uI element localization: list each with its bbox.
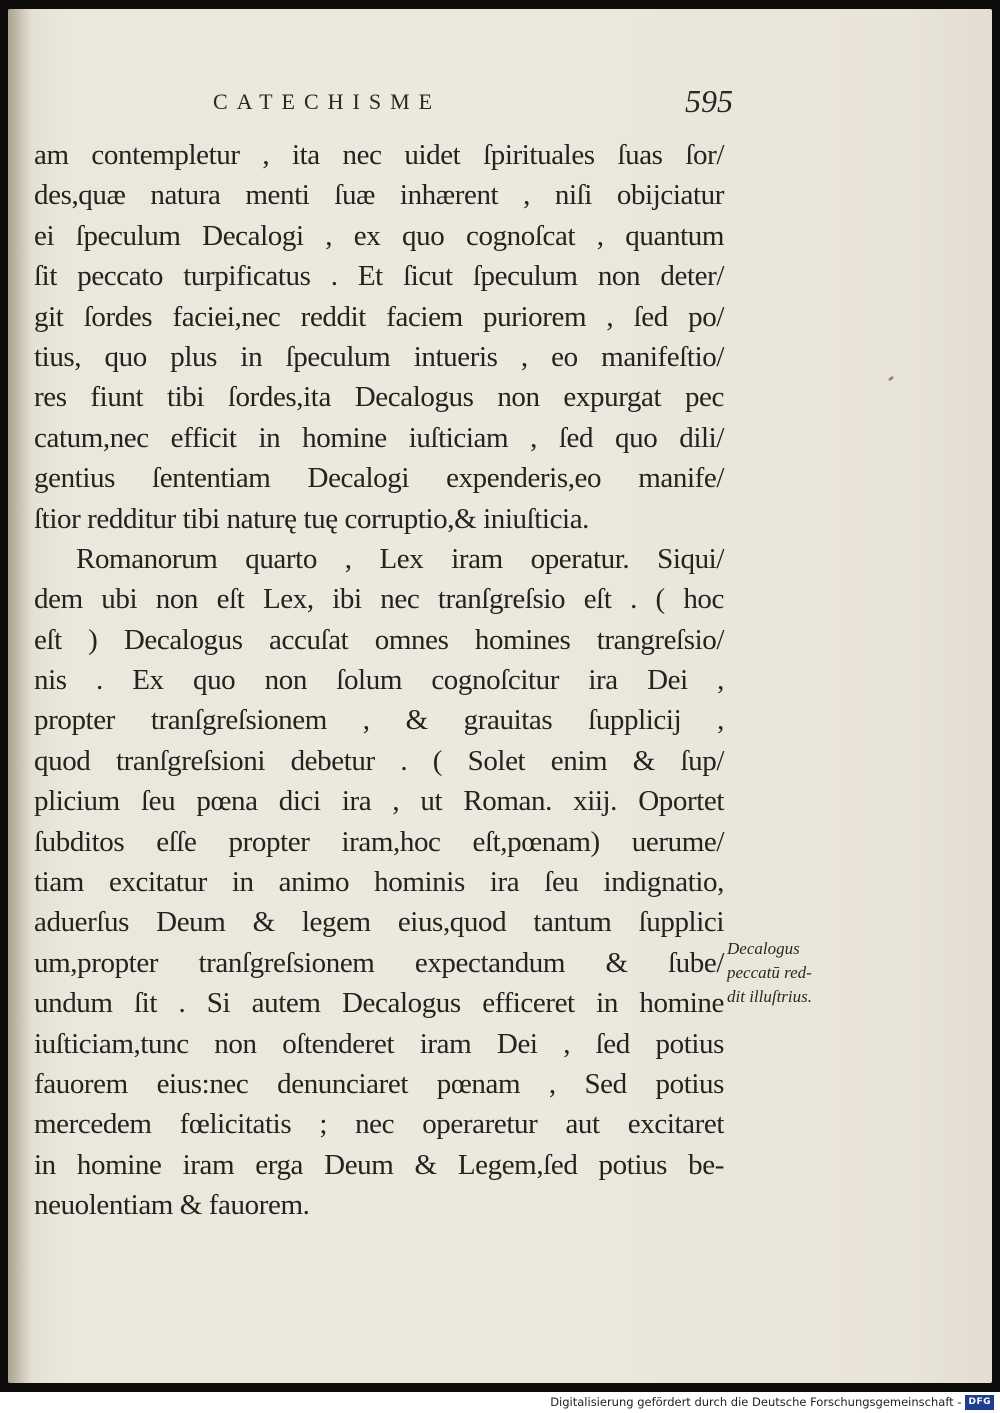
- text-line: fauorem eius:nec denunciaret pœnam , Sed potius: [34, 1067, 724, 1100]
- book-page: [8, 9, 992, 1383]
- text-line: quod tranſgreſsioni debetur . ( Solet enim & ſup/: [34, 744, 724, 777]
- text-line: nis . Ex quo non ſolum cognoſcitur ira Dei ,: [34, 664, 724, 697]
- footer-credit: Digitalisierung gefördert durch die Deutsche Forschungsgemeinschaft -: [550, 1395, 962, 1409]
- text-line: am contempletur , ita nec uidet ſpirituales ſuas ſor/: [34, 139, 724, 171]
- text-line: res fiunt tibi ſordes,ita Decalogus non expurgat pec: [34, 381, 724, 414]
- text-line: des,quæ natura menti ſuæ inhærent , niſi obijciatur: [34, 179, 724, 212]
- page-number: 595: [685, 83, 733, 119]
- text-line: plicium ſeu pœna dici ira , ut Roman. xiij. Oportet: [34, 785, 724, 818]
- text-line: git ſordes faciei,nec reddit faciem puriorem , ſed po/: [34, 300, 724, 333]
- page-header: [213, 83, 733, 129]
- marginal-note: [727, 937, 857, 1009]
- text-line: in homine iram erga Deum & Legem,ſed potius be-: [34, 1148, 724, 1181]
- marginal-note-line: peccatū red-: [727, 963, 812, 982]
- text-line: tiam excitatur in animo hominis ira ſeu indignatio,: [34, 866, 724, 899]
- body-text: [34, 135, 724, 1226]
- paper-speck: [888, 376, 895, 382]
- text-line: ſit peccato turpificatus . Et ſicut ſpeculum non deter/: [34, 260, 724, 293]
- running-title: CATECHISME: [213, 89, 442, 114]
- marginal-note-line: dit illuſtrius.: [727, 987, 813, 1006]
- text-line: undum ſit . Si autem Decalogus efficeret in homine: [34, 987, 724, 1020]
- text-line: dem ubi non eſt Lex, ibi nec tranſgreſsio eſt . ( hoc: [34, 583, 724, 616]
- text-line: ei ſpeculum Decalogi , ex quo cognoſcat , quantum: [34, 219, 724, 252]
- text-line: ſubditos eſſe propter iram,hoc eſt,pœnam) uerume/: [34, 825, 724, 858]
- gutter-shadow: [8, 9, 32, 1383]
- text-line: catum,nec efficit in homine iuſticiam , ſed quo dili/: [34, 421, 724, 454]
- text-line: propter tranſgreſsionem , & grauitas ſupplicij ,: [34, 704, 724, 737]
- text-line: um,propter tranſgreſsionem expectandum & ſube/: [34, 946, 724, 979]
- text-line: iuſticiam,tunc non oſtenderet iram Dei , ſed potius: [34, 1027, 724, 1060]
- text-line: ſtior redditur tibi naturę tuę corruptio,& iniuſticia.: [34, 502, 590, 535]
- marginal-note-line: Decalogus: [727, 939, 800, 958]
- text-line: aduerſus Deum & legem eius,quod tantum ſupplici: [34, 906, 724, 939]
- text-line: neuolentiam & fauorem.: [34, 1189, 310, 1222]
- digitization-footer: [550, 1393, 994, 1411]
- dfg-logo-icon: DFG: [965, 1395, 994, 1410]
- text-line: tius, quo plus in ſpeculum intueris , eo manifeſtio/: [34, 340, 724, 373]
- text-line: mercedem fœlicitatis ; nec operaretur aut excitaret: [34, 1108, 724, 1141]
- text-line: gentius ſententiam Decalogi expenderis,eo manife/: [34, 462, 724, 495]
- text-line: Romanorum quarto , Lex iram operatur. Siqui/: [76, 542, 724, 575]
- text-line: eſt ) Decalogus accuſat omnes homines trangreſsio/: [34, 623, 724, 656]
